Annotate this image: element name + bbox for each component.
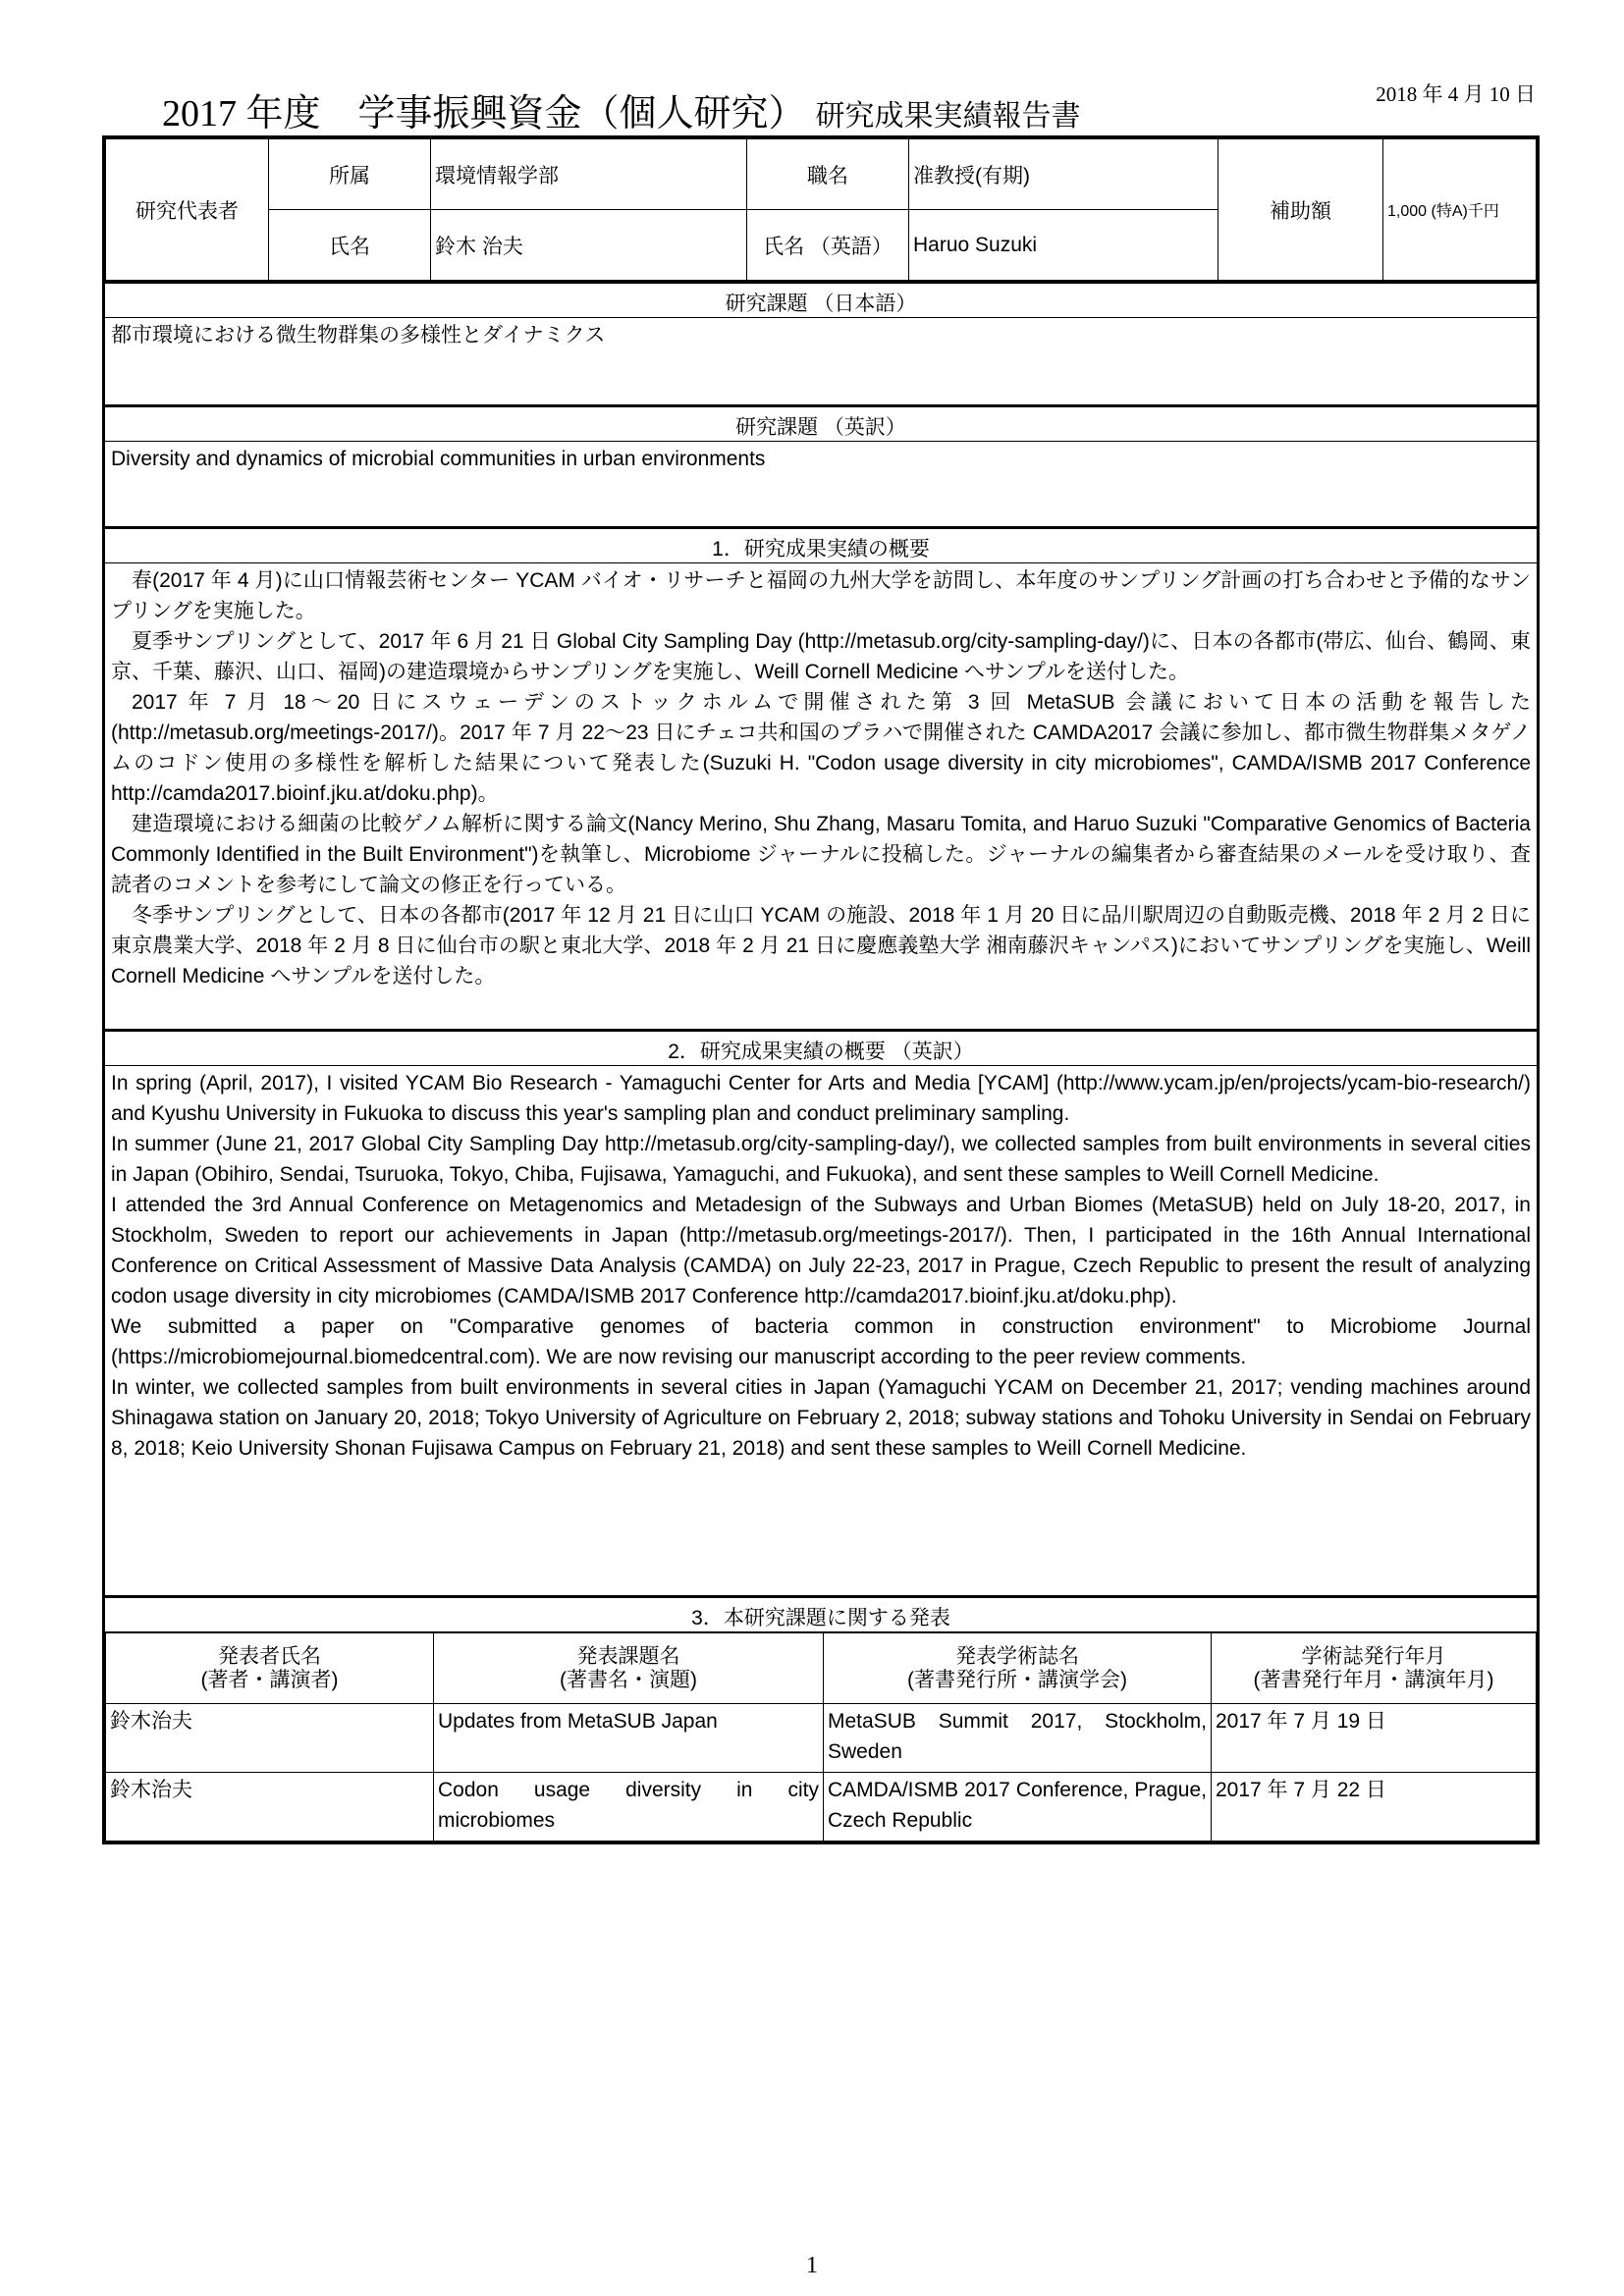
title-cell: Updates from MetaSUB Japan xyxy=(434,1704,824,1773)
summary-ja-paragraph: 春(2017 年 4 月)に山口情報芸術センター YCAM バイオ・リサーチと福岡の九州大学を訪問し、本年度のサンプリング計画の打ち合わせと予備的なサンプリングを実施した。 xyxy=(111,569,1531,622)
name-value: 鈴木 治夫 xyxy=(431,210,747,281)
summary-en-paragraph: In winter, we collected samples from built environments in several cities in Japan (Yamaguchi YCAM on December 21, 2017; vending machines around Shinagawa station on January 20, 2018; Tokyo University of Agriculture on February 2, 2018; subway stations and Tohoku University in Sendai on February 8, 2018; Keio University Shonan Fujisawa Campus on February 21, 2018) and sent these samples to Weill Cornell Medicine. xyxy=(111,1376,1531,1460)
summary-en-paragraph: I attended the 3rd Annual Conference on Metagenomics and Metadesign of the Subways and Urban Biomes (MetaSUB) held on July 18-20, 2017, in Stockholm, Sweden to report our achievements in Japan (http://metasub.org/meetings-2017/). Then, I participated in the 16th Annual International Conference on Critical Assessment of Massive Data Analysis (CAMDA) on July 22-23, 2017 in Prague, Czech Republic to present the result of analyzing codon usage diversity in city microbiomes (CAMDA/ISMB 2017 Conference http://camda2017.bioinf.jku.at/doku.php). xyxy=(111,1194,1531,1308)
column-header-venue: 発表学術誌名 (著書発行所・講演学会) xyxy=(824,1633,1212,1704)
presenter-cell: 鈴木治夫 xyxy=(106,1773,434,1842)
summary-ja-heading: 1．研究成果実績の概要 xyxy=(105,526,1537,563)
page-number: 1 xyxy=(806,2253,818,2278)
position-label: 職名 xyxy=(747,139,909,210)
document-subtitle: 研究成果実績報告書 xyxy=(815,100,1081,133)
position-value: 准教授(有期) xyxy=(909,139,1218,210)
presenter-cell: 鈴木治夫 xyxy=(106,1704,434,1773)
topic-ja-text: 都市環境における微生物群集の多様性とダイナミクス xyxy=(111,324,606,347)
topic-en-heading: 研究課題 （英訳） xyxy=(105,404,1537,442)
topic-en-text: Diversity and dynamics of microbial communities in urban environments xyxy=(111,448,766,470)
column-header-date: 学術誌発行年月 (著書発行年月・講演年月) xyxy=(1212,1633,1537,1704)
report-date: 2018 年 4 月 10 日 xyxy=(1376,82,1536,106)
venue-cell: CAMDA/ISMB 2017 Conference, Prague, Czech Republic xyxy=(824,1773,1212,1842)
table-row xyxy=(106,1773,1537,1842)
summary-ja-paragraph: 2017 年 7 月 18～20 日にスウェーデンのストックホルムで開催された第 3 回 MetaSUB 会議において日本の活動を報告した(http://metasub.org/meetings-2017/)。2017 年 7 月 22～23 日にチェコ共和国のプラハで開催された CAMDA2017 会議に参加し、都市微生物群集メタゲノムのコドン使用の多様性を解析した結果について発表した(Suzuki H. "Codon usage diversity in city microbiomes", CAMDA/ISMB 2017 Conference http://camda2017.bioinf.jku.at/doku.php)。 xyxy=(111,691,1531,805)
publications-heading: 3．本研究課題に関する発表 xyxy=(105,1595,1537,1632)
representative-label: 研究代表者 xyxy=(106,139,269,281)
title-cell: Codon usage diversity in city microbiomes xyxy=(434,1773,824,1842)
summary-ja-paragraph: 建造環境における細菌の比較ゲノム解析に関する論文(Nancy Merino, Shu Zhang, Masaru Tomita, and Haruo Suzuki "Comparative Genomics of Bacteria Commonly Identified in the Built Environment")を執筆し、Microbiome ジャーナルに投稿した。ジャーナルの編集者から審査結果のメールを受け取り、査読者のコメントを参考にして論文の修正を行っている。 xyxy=(111,813,1531,896)
grant-value: 1,000 (特A)千円 xyxy=(1383,139,1537,281)
researcher-info-table xyxy=(105,138,1537,281)
topic-ja-heading: 研究課題 （日本語） xyxy=(105,281,1537,318)
summary-ja-body xyxy=(105,563,1537,1029)
summary-en-paragraph: We submitted a paper on "Comparative genomes of bacteria common in construction environment" to Microbiome Journal (https://microbiomejournal.biomedcentral.com). We are now revising our manuscript according to the peer review comments. xyxy=(111,1315,1531,1368)
document-title: 2017 年度 学事振興資金（個人研究） 研究成果実績報告書 xyxy=(162,93,1081,134)
report-form xyxy=(102,135,1540,1844)
summary-ja-paragraph: 冬季サンプリングとして、日本の各都市(2017 年 12 月 21 日に山口 YCAM の施設、2018 年 1 月 20 日に品川駅周辺の自動販売機、2018 年 2 月 2 日に東京農業大学、2018 年 2 月 8 日に仙台市の駅と東北大学、2018 年 2 月 21 日に慶應義塾大学 湘南藤沢キャンパス)においてサンプリングを実施し、Weill Cornell Medicine へサンプルを送付した。 xyxy=(111,904,1531,988)
grant-label: 補助額 xyxy=(1218,139,1383,281)
summary-en-paragraph: In summer (June 21, 2017 Global City Sampling Day http://metasub.org/city-sampling-day/), we collected samples from built environments in several cities in Japan (Obihiro, Sendai, Tsuruoka, Tokyo, Chiba, Fujisawa, Yamaguchi, and Fukuoka), and sent these samples to Weill Cornell Medicine. xyxy=(111,1133,1531,1186)
summary-en-paragraph: In spring (April, 2017), I visited YCAM Bio Research - Yamaguchi Center for Arts and Media [YCAM] (http://www.ycam.jp/en/projects/ycam-bio-research/) and Kyushu University in Fukuoka to discuss this year's sampling plan and conduct preliminary sampling. xyxy=(111,1072,1531,1125)
date-cell: 2017 年 7 月 22 日 xyxy=(1212,1773,1537,1842)
publications-table xyxy=(105,1632,1537,1842)
date-cell: 2017 年 7 月 19 日 xyxy=(1212,1704,1537,1773)
name-label: 氏名 xyxy=(269,210,431,281)
column-header-title: 発表課題名 (著書名・演題) xyxy=(434,1633,824,1704)
affiliation-value: 環境情報学部 xyxy=(431,139,747,210)
name-en-label: 氏名 （英語） xyxy=(747,210,909,281)
summary-en-heading: 2．研究成果実績の概要 （英訳） xyxy=(105,1029,1537,1066)
venue-cell: MetaSUB Summit 2017, Stockholm, Sweden xyxy=(824,1704,1212,1773)
summary-ja-paragraph: 夏季サンプリングとして、2017 年 6 月 21 日 Global City Sampling Day (http://metasub.org/city-sampling-day/)に、日本の各都市(帯広、仙台、鶴岡、東京、千葉、藤沢、山口、福岡)の建造環境からサンプリングを実施し、Weill Cornell Medicine へサンプルを送付した。 xyxy=(111,630,1531,683)
name-en-value: Haruo Suzuki xyxy=(909,210,1218,281)
table-row xyxy=(106,1704,1537,1773)
affiliation-label: 所属 xyxy=(269,139,431,210)
summary-en-body xyxy=(105,1066,1537,1595)
column-header-presenter: 発表者氏名 (著者・講演者) xyxy=(106,1633,434,1704)
